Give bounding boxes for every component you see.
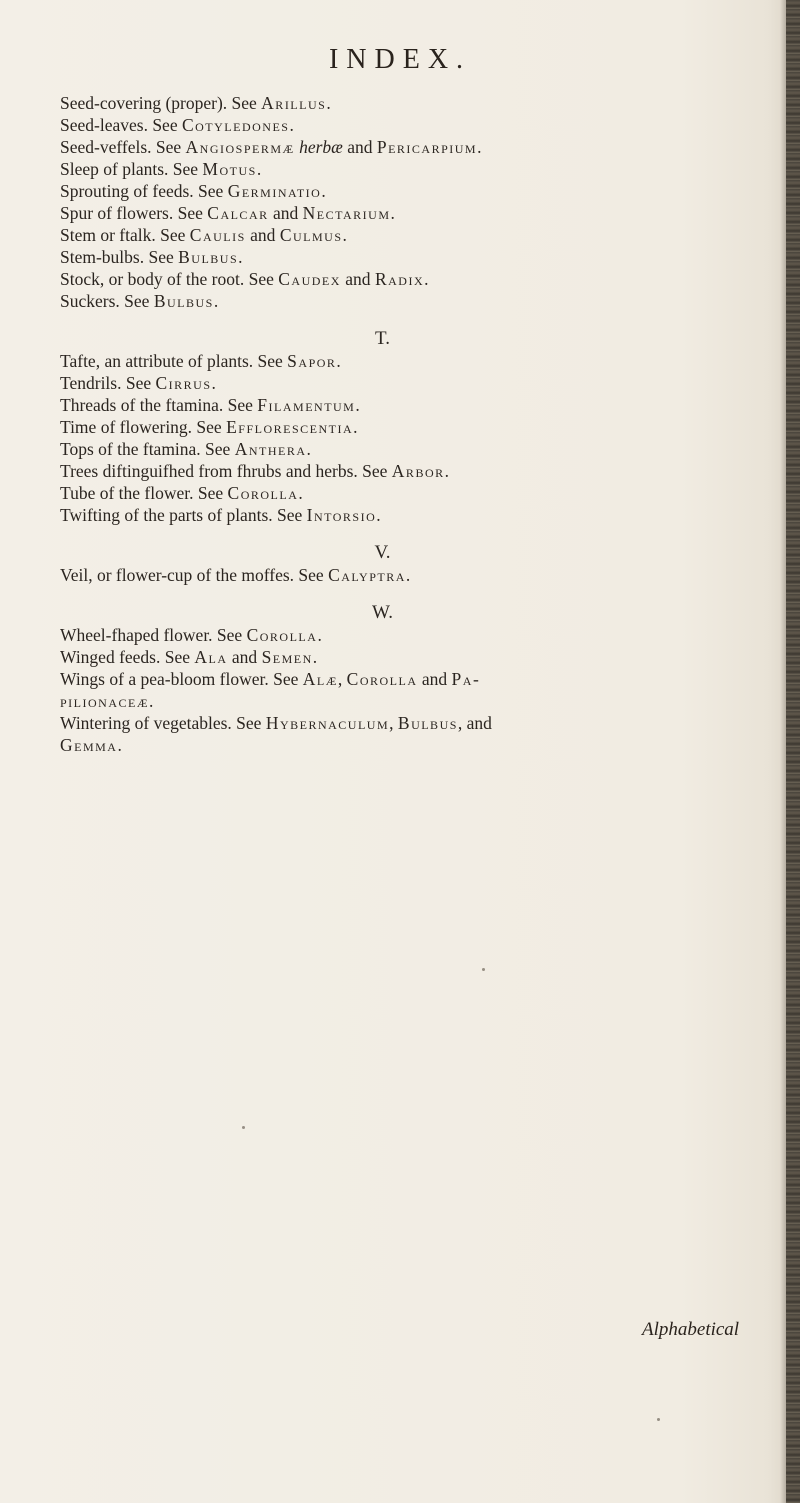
entry-text: . bbox=[390, 203, 395, 223]
entry-text: . bbox=[306, 439, 311, 459]
cross-reference: Hybernaculum bbox=[265, 713, 390, 733]
entry-text: Stem-bulbs. See bbox=[60, 247, 179, 267]
entry-text: Tube of the flower. See bbox=[60, 483, 228, 503]
index-entry bbox=[60, 624, 775, 646]
entry-text: , and bbox=[457, 713, 492, 733]
entry-text: Twifting of the parts of plants. See bbox=[60, 505, 307, 525]
entry-text: . bbox=[312, 647, 318, 667]
entry-text: . bbox=[298, 483, 303, 503]
index-entry bbox=[60, 268, 775, 290]
cross-reference: Semen bbox=[261, 647, 313, 667]
catchword: Alphabetical bbox=[642, 1319, 740, 1340]
entry-text: Time of flowering. See bbox=[60, 417, 227, 437]
index-entry bbox=[60, 712, 775, 756]
entry-text: . bbox=[317, 625, 322, 645]
cross-reference: Caudex bbox=[278, 269, 341, 289]
entry-text: Wings of a pea-bloom flower. See bbox=[60, 669, 303, 689]
index-entry bbox=[60, 668, 775, 712]
entry-text: Seed-veffels. See bbox=[60, 137, 186, 157]
italic-term: herbæ bbox=[299, 137, 343, 157]
cross-reference: Arillus bbox=[261, 93, 327, 113]
cross-reference: Culmus bbox=[279, 225, 343, 245]
cross-reference: Gemma bbox=[60, 735, 118, 755]
entry-text: . bbox=[376, 505, 381, 525]
entry-text: Sprouting of feeds. See bbox=[60, 181, 228, 201]
section-letter-w: W. bbox=[372, 602, 393, 623]
cross-reference: Corolla bbox=[227, 483, 299, 503]
cross-reference: Alæ bbox=[302, 669, 338, 689]
index-entry bbox=[60, 114, 775, 136]
paper-speck bbox=[242, 1126, 245, 1129]
cross-reference: Calyptra bbox=[328, 565, 406, 585]
section-letter-v: V. bbox=[374, 542, 391, 563]
entry-text: and bbox=[245, 225, 280, 245]
entry-text: . bbox=[424, 269, 429, 289]
cross-reference: Caulis bbox=[189, 225, 246, 245]
entry-text: Threads of the ftamina. See bbox=[60, 395, 258, 415]
index-entry bbox=[60, 394, 775, 416]
entry-text: . bbox=[355, 395, 360, 415]
index-entry bbox=[60, 416, 775, 438]
entry-text: . bbox=[444, 461, 449, 481]
entry-text: Stem or ftalk. See bbox=[60, 225, 190, 245]
cross-reference: pilionaceæ bbox=[60, 691, 149, 711]
cross-reference: Nectarium bbox=[302, 203, 391, 223]
entry-text: . bbox=[477, 137, 482, 157]
entry-text: Tops of the ftamina. See bbox=[60, 439, 235, 459]
index-content bbox=[60, 92, 775, 756]
cross-reference: Calcar bbox=[207, 203, 269, 223]
index-entry bbox=[60, 350, 775, 372]
entry-text: . bbox=[405, 565, 411, 585]
entry-text: and bbox=[268, 203, 303, 223]
cross-reference: Cotyledones bbox=[181, 115, 290, 135]
index-entry bbox=[60, 202, 775, 224]
entry-text: . bbox=[256, 159, 262, 179]
index-entry bbox=[60, 92, 775, 114]
cross-reference: Motus bbox=[202, 159, 257, 179]
cross-reference: Intorsio bbox=[306, 505, 377, 525]
section-s bbox=[60, 92, 775, 312]
entry-text: Suckers. See bbox=[60, 291, 154, 311]
entry-text: and bbox=[417, 669, 452, 689]
entry-text: . bbox=[326, 93, 331, 113]
index-entry bbox=[60, 180, 775, 202]
index-entry bbox=[60, 246, 775, 268]
index-entry bbox=[60, 646, 775, 668]
page-title: INDEX. bbox=[328, 44, 472, 75]
entry-text: . bbox=[353, 417, 358, 437]
cross-reference: Ala bbox=[194, 647, 228, 667]
index-entry bbox=[60, 372, 775, 394]
page-edge bbox=[786, 0, 800, 1503]
entry-text: and bbox=[340, 269, 375, 289]
entry-text: . bbox=[213, 291, 219, 311]
cross-reference: Corolla bbox=[246, 625, 318, 645]
paper-speck bbox=[482, 968, 485, 971]
entry-text: . bbox=[321, 181, 326, 201]
entry-text: . bbox=[342, 225, 347, 245]
entry-text: . bbox=[211, 373, 216, 393]
entry-text: , bbox=[389, 713, 398, 733]
section-w bbox=[60, 624, 775, 756]
entry-text: . bbox=[289, 115, 294, 135]
index-entry bbox=[60, 224, 775, 246]
index-entry bbox=[60, 158, 775, 180]
cross-reference: Radix bbox=[374, 269, 425, 289]
entry-text: Wheel-fhaped flower. See bbox=[60, 625, 247, 645]
entry-text: Stock, or body of the root. See bbox=[60, 269, 279, 289]
entry-text: Winged feeds. See bbox=[60, 647, 195, 667]
entry-text: Tendrils. See bbox=[60, 373, 156, 393]
cross-reference: Sapor bbox=[287, 351, 337, 371]
entry-text: . bbox=[149, 691, 154, 711]
cross-reference: Filamentum bbox=[257, 395, 356, 415]
entry-text: . bbox=[238, 247, 243, 267]
cross-reference: Bulbus bbox=[178, 247, 239, 267]
index-entry bbox=[60, 136, 775, 158]
cross-reference: Germinatio bbox=[227, 181, 322, 201]
entry-text: Seed-leaves. See bbox=[60, 115, 182, 135]
entry-text: Sleep of plants. See bbox=[60, 159, 203, 179]
entry-text: and bbox=[342, 137, 377, 157]
cross-reference: Pa- bbox=[451, 669, 481, 689]
cross-reference: Angiospermæ bbox=[185, 137, 295, 157]
entry-text: Tafte, an attribute of plants. See bbox=[60, 351, 288, 371]
paper-speck bbox=[657, 1418, 660, 1421]
entry-text: . bbox=[336, 351, 341, 371]
entry-text: Wintering of vegetables. See bbox=[60, 713, 266, 733]
entry-text: and bbox=[227, 647, 262, 667]
index-entry bbox=[60, 504, 775, 526]
cross-reference: Bulbus bbox=[397, 713, 458, 733]
section-v bbox=[60, 564, 775, 586]
index-entry bbox=[60, 438, 775, 460]
entry-text: , bbox=[337, 669, 347, 689]
index-entry bbox=[60, 290, 775, 312]
index-entry bbox=[60, 460, 775, 482]
entry-continuation bbox=[60, 690, 775, 712]
cross-reference: Cirrus bbox=[155, 373, 212, 393]
entry-text: . bbox=[117, 735, 122, 755]
entry-continuation bbox=[60, 734, 775, 756]
cross-reference: Corolla bbox=[346, 669, 418, 689]
index-entry bbox=[60, 564, 775, 586]
index-entry bbox=[60, 482, 775, 504]
cross-reference: Anthera bbox=[234, 439, 307, 459]
entry-text: Veil, or flower-cup of the moffes. See bbox=[60, 565, 329, 585]
entry-text: Trees diftinguifhed from fhrubs and herbs. See bbox=[60, 461, 392, 481]
entry-text: Spur of flowers. See bbox=[60, 203, 208, 223]
section-t bbox=[60, 350, 775, 526]
cross-reference: Bulbus bbox=[153, 291, 214, 311]
section-letter-t: T. bbox=[375, 328, 390, 349]
cross-reference: Efflorescentia bbox=[226, 417, 354, 437]
entry-text: Seed-covering (proper). See bbox=[60, 93, 262, 113]
cross-reference: Pericarpium bbox=[376, 137, 478, 157]
cross-reference: Arbor bbox=[391, 461, 445, 481]
